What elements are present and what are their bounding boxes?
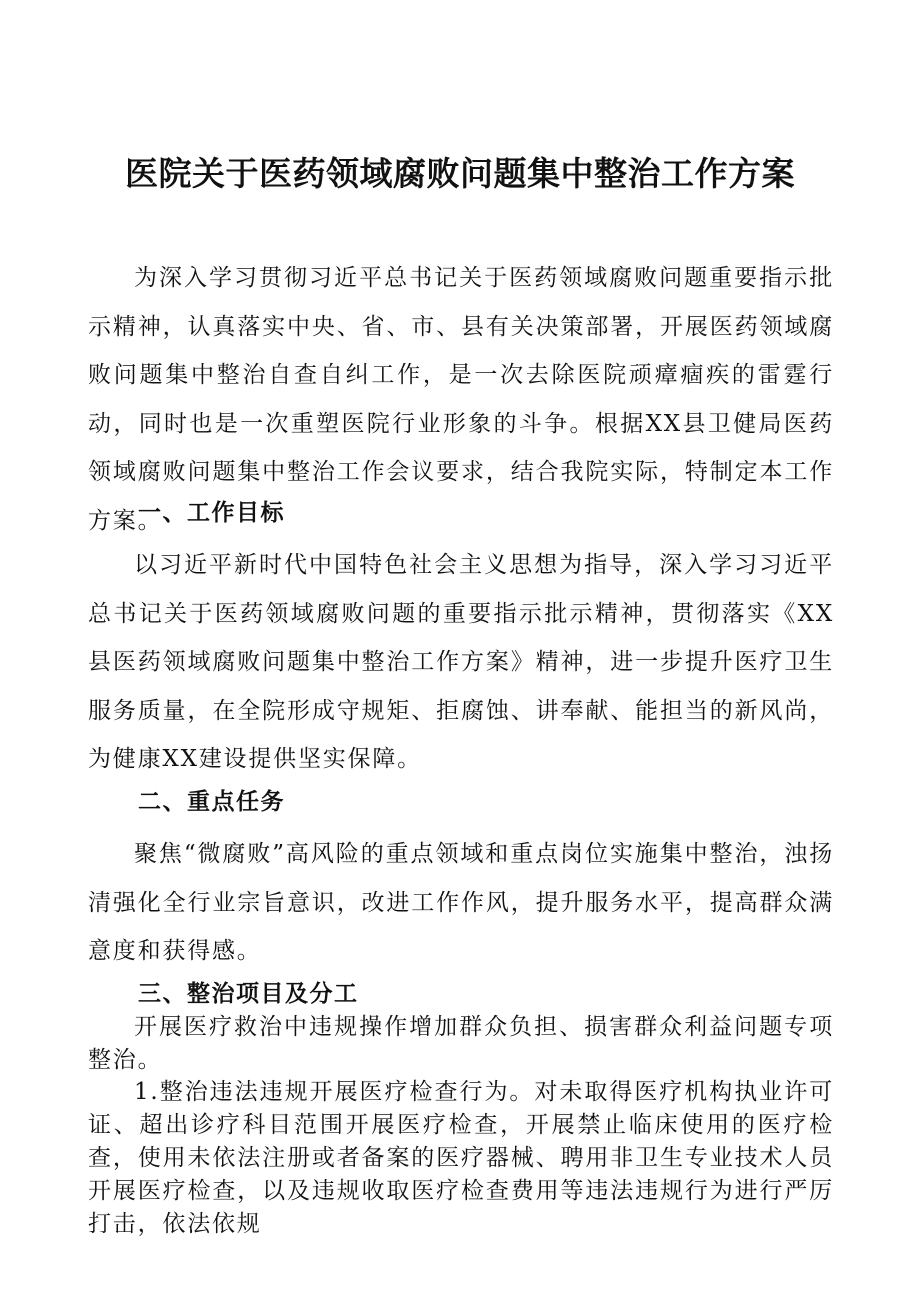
document-title: 医院关于医药领域腐败问题集中整治工作方案 xyxy=(125,154,795,193)
projects-item-1: 1.整治违法违规开展医疗检查行为。对未取得医疗机构执业许可证、超出诊疗科目范围开展医疗检查，开展禁止临床使用的医疗检查，使用未依法注册或者备案的医疗器械、聘用非卫生专业技术人员开展医疗检查，以及违规收取医疗检查费用等违法违规行为进行严厉打击，依法依规 xyxy=(88,1079,834,1237)
projects-paragraph: 开展医疗救治中违规操作增加群众负担、损害群众利益问题专项整治。 xyxy=(88,1014,834,1073)
section-heading-projects: 三、整治项目及分工 xyxy=(138,981,359,1007)
section-heading-tasks: 二、重点任务 xyxy=(138,789,285,815)
intro-paragraph: 为深入学习贯彻习近平总书记关于医药领域腐败问题重要指示批示精神，认真落实中央、省、市、县有关决策部署，开展医药领域腐败问题集中整治自查自纠工作，是一次去除医院顽瘴痼疾的雷霆行动，同时也是一次重塑医院行业形象的斗争。根据XX县卫健局医药领域腐败问题集中整治工作会议要求，结合我院实际，特制定本工作方案。 xyxy=(88,265,834,534)
section-heading-goals: 一、工作目标 xyxy=(138,500,285,526)
tasks-paragraph: 聚焦“微腐败”高风险的重点领域和重点岗位实施集中整治，浊扬清强化全行业宗旨意识，改进工作作风，提升服务水平，提高群众满意度和获得感。 xyxy=(88,841,834,965)
goals-paragraph: 以习近平新时代中国特色社会主义思想为指导，深入学习习近平总书记关于医药领域腐败问题的重要指示批示精神，贯彻落实《XX县医药领域腐败问题集中整治工作方案》精神，进一步提升医疗卫生服务质量，在全院形成守规矩、拒腐蚀、讲奉献、能担当的新风尚，为健康XX建设提供坚实保障。 xyxy=(88,552,834,773)
